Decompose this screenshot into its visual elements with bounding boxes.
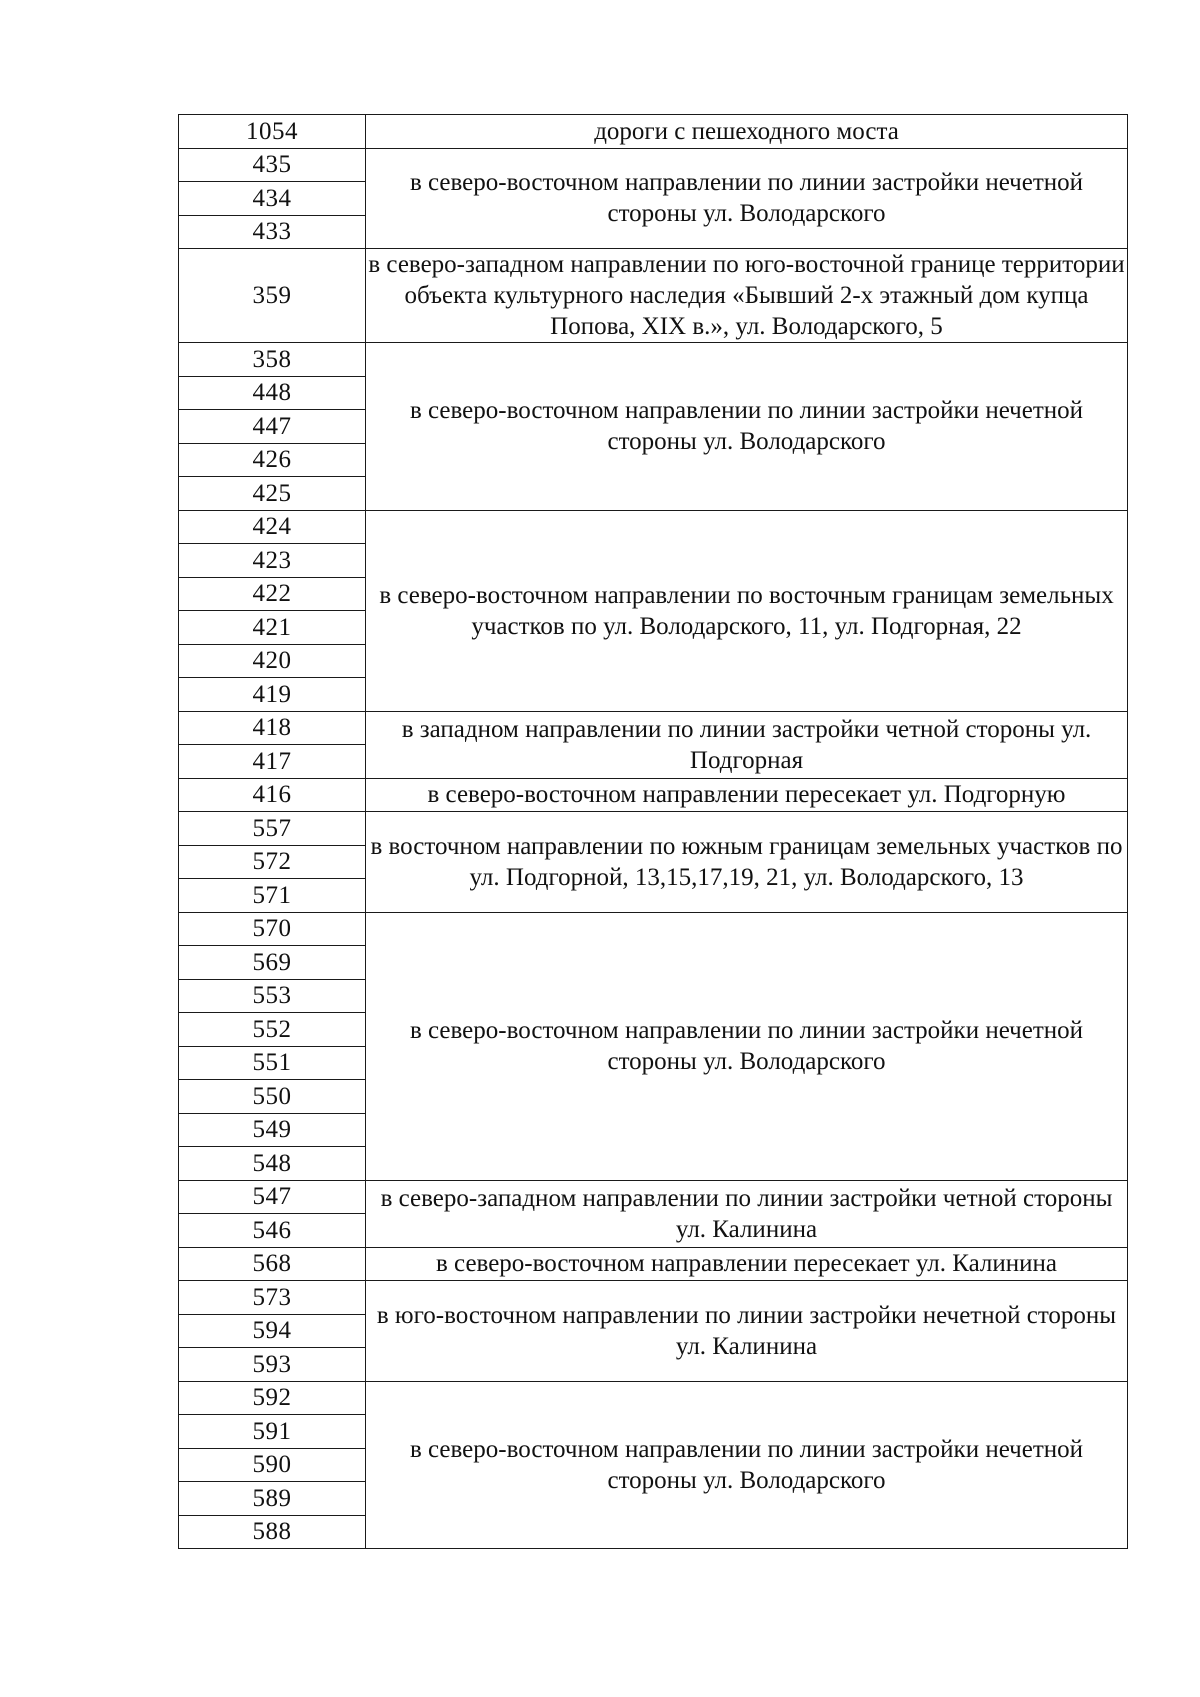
table-row <box>179 1381 1128 1415</box>
point-number-cell: 359 <box>179 249 366 343</box>
point-number-cell: 448 <box>179 376 366 410</box>
point-number-cell: 422 <box>179 577 366 611</box>
boundary-description-cell: в восточном направлении по южным границам земельных участков по ул. Подгорной, 13,15,17,19, 21, ул. Володарского, 13 <box>366 812 1128 913</box>
point-number-cell: 594 <box>179 1314 366 1348</box>
point-number-cell: 417 <box>179 745 366 779</box>
point-number-cell: 546 <box>179 1214 366 1248</box>
table-row <box>179 912 1128 946</box>
point-number-cell: 592 <box>179 1381 366 1415</box>
table-row <box>179 1281 1128 1315</box>
point-number-cell: 425 <box>179 477 366 511</box>
table-row <box>179 1180 1128 1214</box>
point-number-cell: 568 <box>179 1247 366 1281</box>
point-number-cell: 424 <box>179 510 366 544</box>
point-number-cell: 433 <box>179 215 366 249</box>
point-number-cell: 552 <box>179 1013 366 1047</box>
point-number-cell: 589 <box>179 1482 366 1516</box>
point-number-cell: 550 <box>179 1080 366 1114</box>
table-row <box>179 778 1128 812</box>
table-row <box>179 343 1128 377</box>
point-number-cell: 569 <box>179 946 366 980</box>
point-number-cell: 571 <box>179 879 366 913</box>
point-number-cell: 551 <box>179 1046 366 1080</box>
point-number-cell: 1054 <box>179 115 366 149</box>
boundary-description-cell: в западном направлении по линии застройки четной стороны ул. Подгорная <box>366 711 1128 778</box>
point-number-cell: 416 <box>179 778 366 812</box>
table-row <box>179 115 1128 149</box>
boundary-description-cell: в юго-восточном направлении по линии застройки нечетной стороны ул. Калинина <box>366 1281 1128 1382</box>
point-number-cell: 593 <box>179 1348 366 1382</box>
boundary-description-cell: в северо-восточном направлении пересекает ул. Калинина <box>366 1247 1128 1281</box>
point-number-cell: 590 <box>179 1448 366 1482</box>
table-row <box>179 711 1128 745</box>
table-row <box>179 510 1128 544</box>
table-row <box>179 148 1128 182</box>
point-number-cell: 419 <box>179 678 366 712</box>
table-row <box>179 1247 1128 1281</box>
point-number-cell: 553 <box>179 979 366 1013</box>
boundary-description-cell: в северо-западном направлении по линии застройки четной стороны ул. Калинина <box>366 1180 1128 1247</box>
table-row <box>179 249 1128 343</box>
point-number-cell: 426 <box>179 443 366 477</box>
table-row <box>179 812 1128 846</box>
boundary-description-cell: в северо-восточном направлении по восточным границам земельных участков по ул. Володарского, 11, ул. Подгорная, 22 <box>366 510 1128 711</box>
boundary-description-cell: в северо-восточном направлении по линии застройки нечетной стороны ул. Володарского <box>366 1381 1128 1549</box>
point-number-cell: 418 <box>179 711 366 745</box>
boundary-description-cell: в северо-восточном направлении пересекает ул. Подгорную <box>366 778 1128 812</box>
boundary-description-cell: в северо-восточном направлении по линии застройки нечетной стороны ул. Володарского <box>366 343 1128 511</box>
table-body <box>179 115 1128 1549</box>
point-number-cell: 358 <box>179 343 366 377</box>
point-number-cell: 572 <box>179 845 366 879</box>
boundary-description-cell: дороги с пешеходного моста <box>366 115 1128 149</box>
point-number-cell: 591 <box>179 1415 366 1449</box>
point-number-cell: 588 <box>179 1515 366 1549</box>
point-number-cell: 423 <box>179 544 366 578</box>
point-number-cell: 434 <box>179 182 366 216</box>
point-number-cell: 573 <box>179 1281 366 1315</box>
boundary-description-cell: в северо-восточном направлении по линии застройки нечетной стороны ул. Володарского <box>366 148 1128 249</box>
boundary-points-table <box>178 114 1128 1549</box>
point-number-cell: 549 <box>179 1113 366 1147</box>
boundary-description-cell: в северо-западном направлении по юго-восточной границе территории объекта культурного наследия «Бывший 2-х этажный дом купца Попова, XIX в.», ул. Володарского, 5 <box>366 249 1128 343</box>
point-number-cell: 557 <box>179 812 366 846</box>
point-number-cell: 548 <box>179 1147 366 1181</box>
point-number-cell: 421 <box>179 611 366 645</box>
point-number-cell: 420 <box>179 644 366 678</box>
point-number-cell: 447 <box>179 410 366 444</box>
boundary-description-cell: в северо-восточном направлении по линии застройки нечетной стороны ул. Володарского <box>366 912 1128 1180</box>
point-number-cell: 570 <box>179 912 366 946</box>
point-number-cell: 547 <box>179 1180 366 1214</box>
point-number-cell: 435 <box>179 148 366 182</box>
